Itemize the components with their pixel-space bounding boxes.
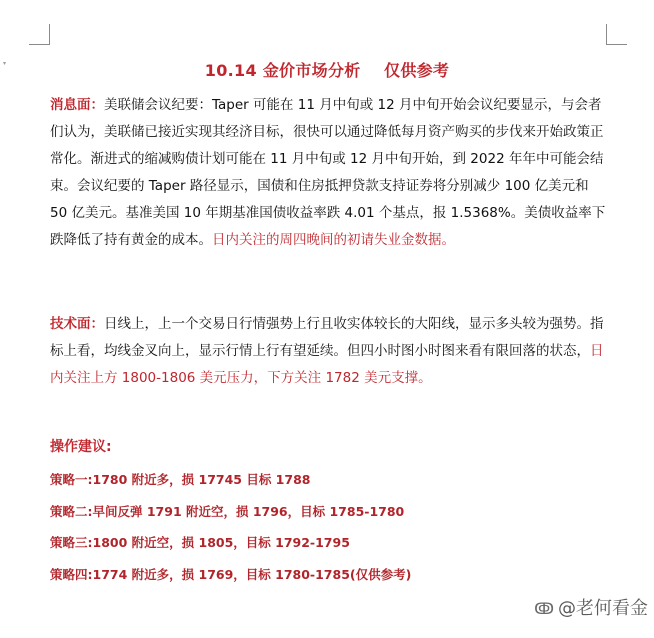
news-highlight: 日内关注的周四晚间的初请失业金数据。: [212, 232, 455, 248]
strategy-item: 策略二:早间反弹 1791 附近空，损 1796，目标 1785-1780: [50, 504, 405, 519]
strategy-item: 策略三:1800 附近空，损 1805，目标 1792-1795: [50, 535, 350, 550]
news-body: 美联储会议纪要：Taper 可能在 11 月中旬或 12 月中旬开始会议纪要显示，与会者们认为，美联储已接近实现其经济目标，很快可以通过降低每月资产购买的步伐来开始政策正常化。渐进式的缩减购债计划可能在 11 月中旬或 12 月中旬开始，到 2022 年年中可能会结束。会议纪要的 Taper 路径显示，国债和住房抵押贷款支持证券将分别减少 100 亿美元和 50 亿美元。基准美国 10 年期基准国债收益率跌 4.01 个基点，报 1.5368%。美债收益率下跌降低了持有黄金的成本。: [50, 97, 606, 248]
technical-body: 日线上，上一个交易日行情强势上行且收实体较长的大阳线，显示多头较为强势。指标上看，均线金叉向上，显示行情上行有望延续。但四小时图小时图来看有限回落的状态，: [50, 316, 604, 359]
technical-label: 技术面：: [50, 316, 104, 332]
collapse-arrow-icon: ▾: [3, 60, 7, 67]
news-label: 消息面：: [50, 97, 104, 113]
page-corner-mark-top-left: [29, 24, 50, 45]
strategy-item: 策略一:1780 附近多，损 17745 目标 1788: [50, 472, 311, 487]
news-paragraph: [50, 92, 610, 254]
weibo-icon: ↂ: [534, 599, 554, 618]
watermark: [534, 594, 648, 620]
technical-highlight: 日内关注上方 1800-1806 美元压力，下方关注 1782 美元支撑。: [50, 343, 604, 386]
operations-title: 操作建议:: [50, 439, 112, 455]
technical-paragraph: [50, 311, 610, 392]
watermark-text: @老何看金: [558, 598, 648, 619]
strategy-item: 策略四:1774 附近多，损 1769，目标 1780-1785(仅供参考): [50, 567, 412, 582]
page-corner-mark-top-right: [606, 24, 627, 45]
document-title: 10.14 金价市场分析 仅供参考: [204, 61, 450, 80]
